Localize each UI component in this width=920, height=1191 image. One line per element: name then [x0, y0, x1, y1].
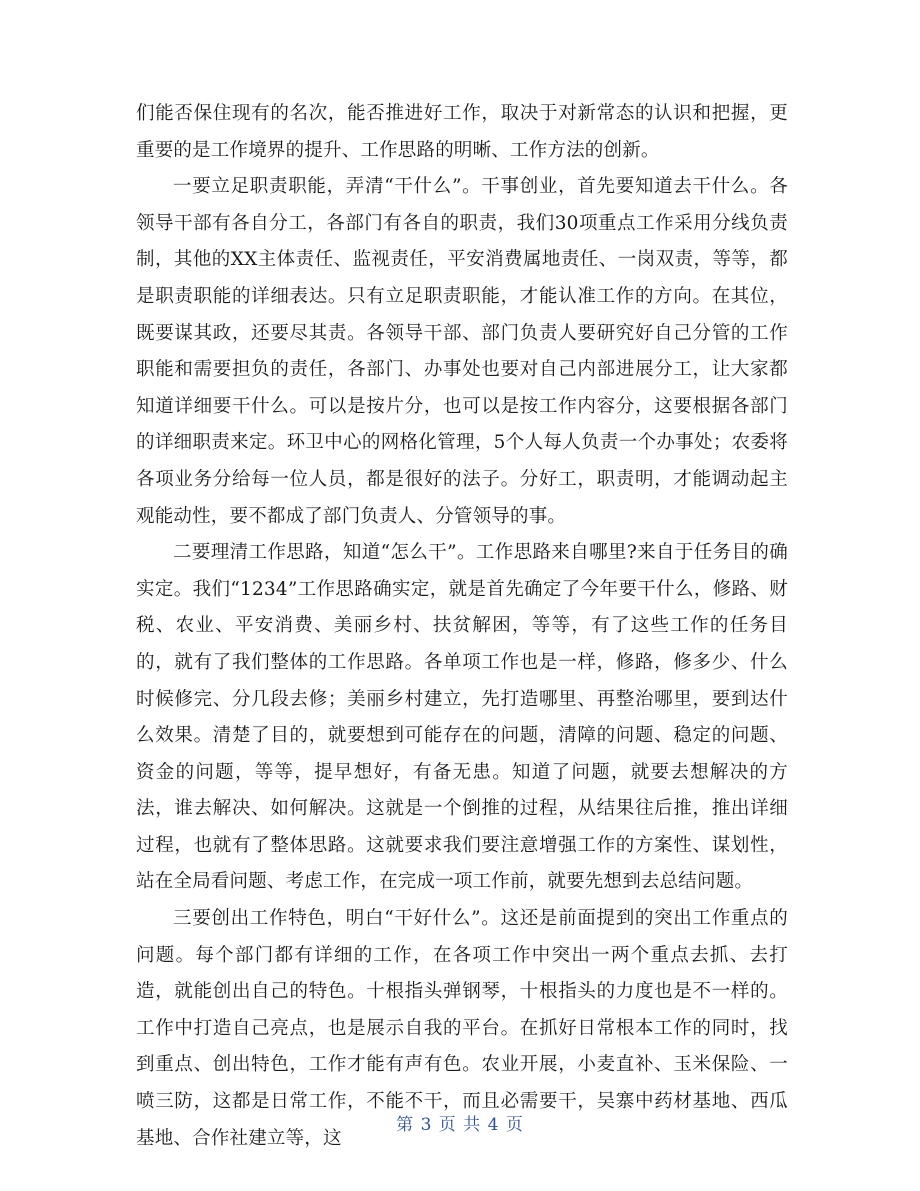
footer-total-pages: 4	[487, 1115, 500, 1135]
footer-suffix: 页	[505, 1115, 524, 1135]
paragraph-work-ideas: 二要理清工作思路，知道“怎么干”。工作思路来自哪里?来自于任务目的确实定。我们“1234”工作思路确实定，就是首先确定了今年要干什么，修路、财税、农业、平安消费、美丽乡村、扶贫解困，等等，有了这些工作的任务目的，就有了我们整体的工作思路。各单项工作也是一样，修路，修多少、什么时候修完、分几段去修；美丽乡村建立，先打造哪里、再整治哪里，要到达什么效果。清楚了目的，就要想到可能存在的问题，清障的问题、稳定的问题、资金的问题，等等，提早想好，有备无患。知道了问题，就要去想解决的方法，谁去解决、如何解决。这就是一个倒推的过程，从结果往后推，推出详细过程，也就有了整体思路。这就要求我们要注意增强工作的方案性、谋划性，站在全局看问题、考虑工作，在完成一项工作前，就要先想到去总结问题。	[136, 542, 788, 893]
paragraph-duties: 一要立足职责职能，弄清“干什么”。干事创业，首先要知道去干什么。各领导干部有各自分工，各部门有各自的职责，我们30项重点工作采用分线负责制，其他的XX主体责任、监视责任，平安消费属地责任、一岗双责，等等，都是职责职能的详细表达。只有立足职责职能，才能认准工作的方向。在其位，既要谋其政，还要尽其责。各领导干部、部门负责人要研究好自己分管的工作职能和需要担负的责任，各部门、办事处也要对自己内部进展分工，让大家都知道详细要干什么。可以是按片分，也可以是按工作内容分，这要根据各部门的详细职责来定。环卫中心的网格化管理，5个人每人负责一个办事处；农委将各项业务分给每一位人员，都是很好的法子。分好工，职责明，才能调动起主观能动性，要不都成了部门负责人、分管领导的事。	[136, 176, 788, 527]
footer-current-page: 3	[420, 1115, 433, 1135]
page-footer	[0, 1110, 920, 1135]
paragraph-intro: 们能否保住现有的名次，能否推进好工作，取决于对新常态的认识和把握，更重要的是工作境界的提升、工作思路的明晰、工作方法的创新。	[136, 103, 788, 161]
footer-page-word: 页	[438, 1115, 457, 1135]
footer-prefix: 第	[396, 1115, 415, 1135]
paragraph-work-features: 三要创出工作特色，明白“干好什么”。这还是前面提到的突出工作重点的问题。每个部门都有详细的工作，在各项工作中突出一两个重点去抓、去打造，就能创出自己的特色。十根指头弹钢琴，十根指头的力度也是不一样的。工作中打造自己亮点，也是展示自我的平台。在抓好日常根本工作的同时，找到重点、创出特色，工作才能有声有色。农业开展，小麦直补、玉米保险、一喷三防，这都是日常工作，不能不干，而且必需要干，吴寨中药材基地、西瓜基地、合作社建立等，这	[136, 908, 788, 1149]
page-body	[136, 96, 788, 1157]
footer-total-prefix: 共	[463, 1115, 482, 1135]
